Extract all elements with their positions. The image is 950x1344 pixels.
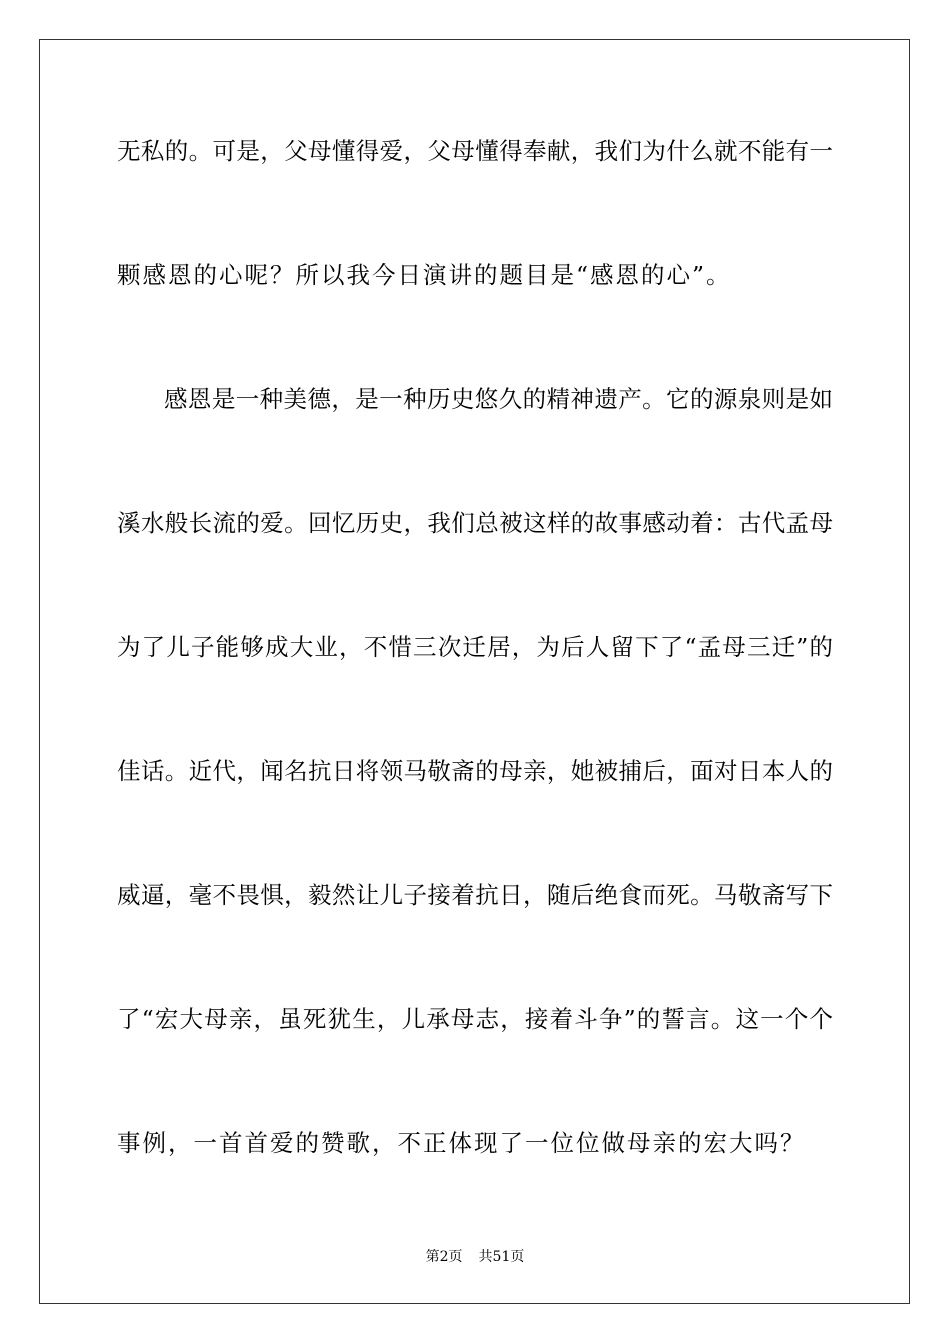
text-line-5: 为了儿子能够成大业，不惜三次迁居，为后人留下了“孟母三迁”的	[117, 633, 833, 661]
page-border	[39, 39, 910, 1304]
text-line-6: 佳话。近代，闻名抗日将领马敬斋的母亲，她被捕后，面对日本人的	[117, 757, 833, 785]
text-line-3: 感恩是一种美德，是一种历史悠久的精神遗产。它的源泉则是如	[164, 385, 833, 413]
text-line-9: 事例，一首首爱的赞歌，不正体现了一位位做母亲的宏大吗？	[117, 1129, 806, 1157]
text-line-4: 溪水般长流的爱。回忆历史，我们总被这样的故事感动着：古代孟母	[117, 509, 833, 537]
text-line-7: 威逼，毫不畏惧，毅然让儿子接着抗日，随后绝食而死。马敬斋写下	[117, 881, 833, 909]
page-total: 共51页	[478, 1249, 525, 1265]
page-footer	[0, 1248, 950, 1266]
text-line-2: 颗感恩的心呢？所以我今日演讲的题目是“感恩的心”。	[117, 261, 732, 289]
page-number: 第2页	[425, 1249, 463, 1265]
text-line-1: 无私的。可是，父母懂得爱，父母懂得奉献，我们为什么就不能有一	[117, 137, 833, 165]
text-line-8: 了“宏大母亲，虽死犹生，儿承母志，接着斗争”的誓言。这一个个	[117, 1005, 833, 1033]
